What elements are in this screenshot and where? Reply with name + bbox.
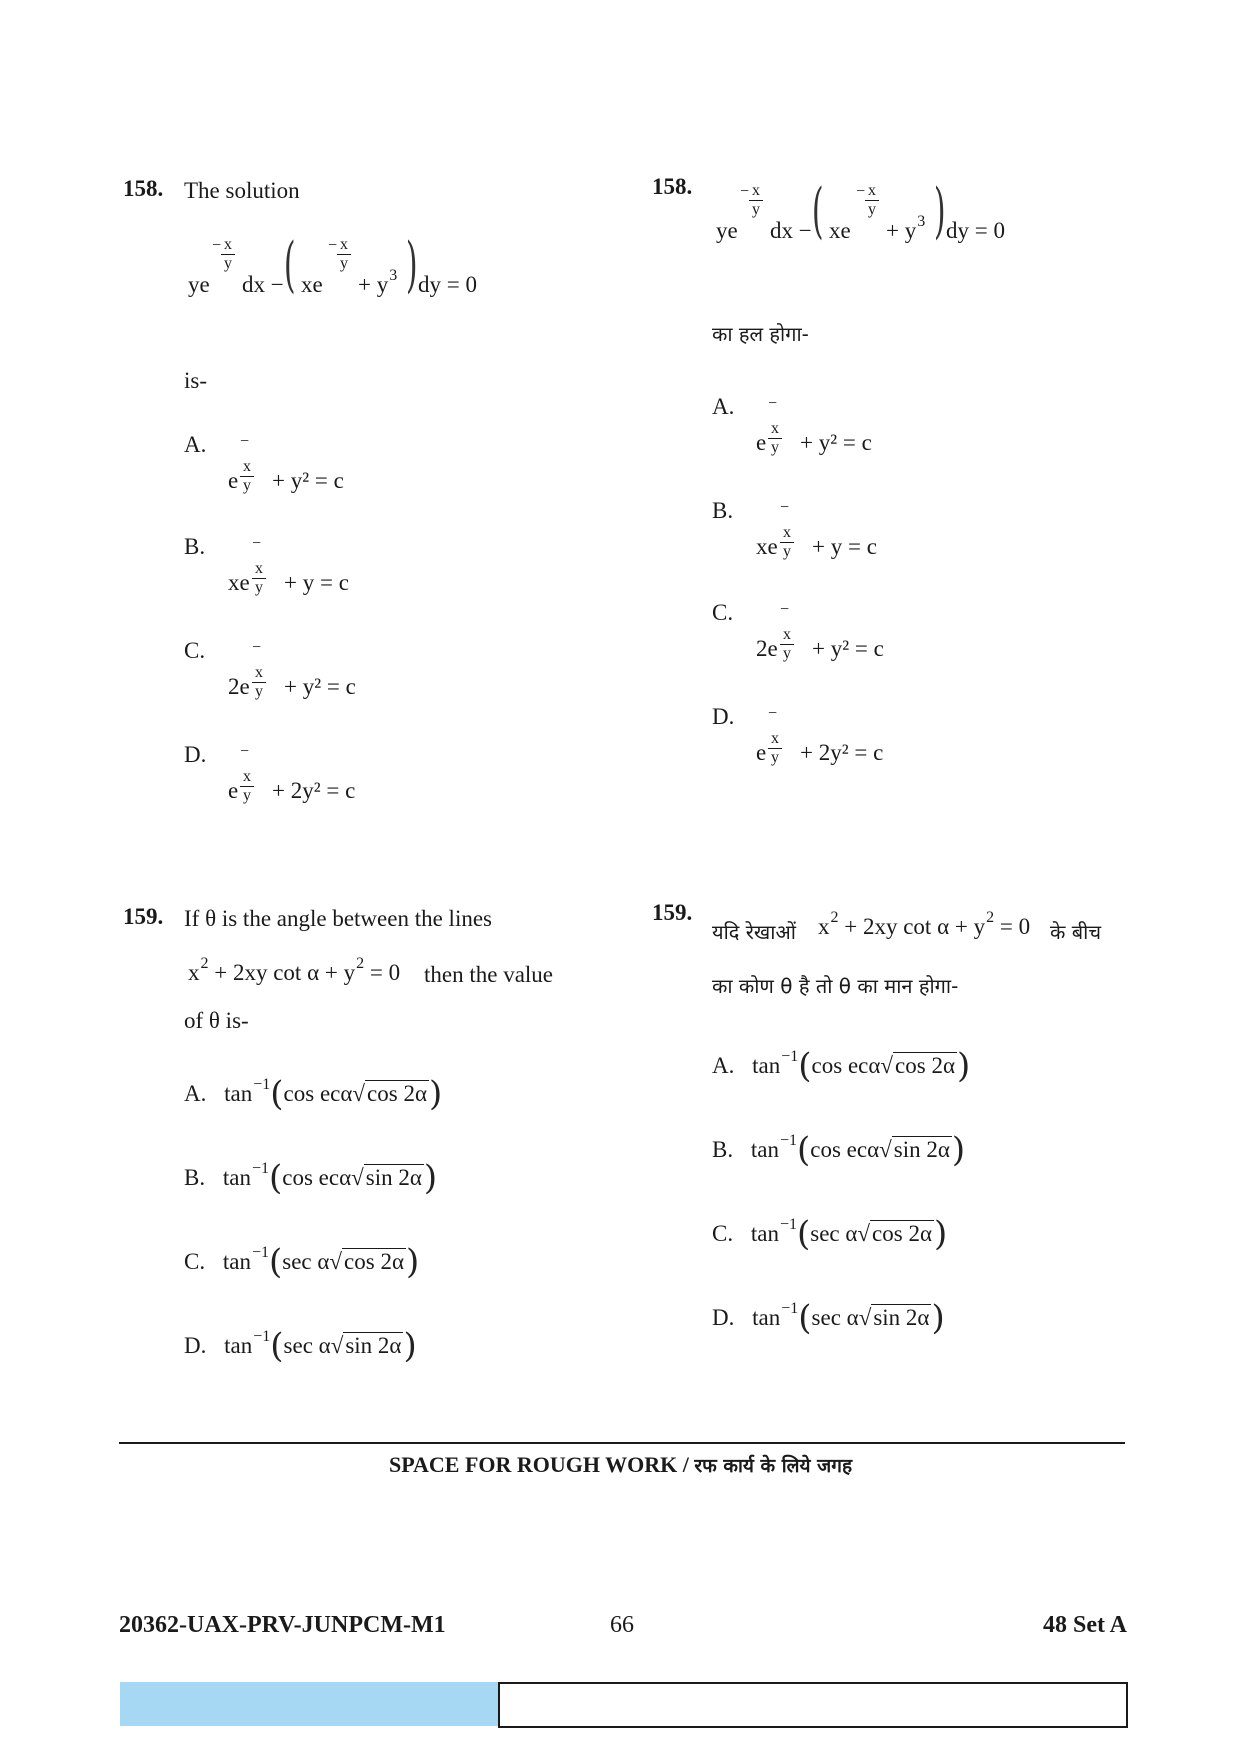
page-number: 66 [610, 1612, 634, 1638]
right-paren: ) [405, 230, 418, 300]
rough-work-title: SPACE FOR ROUGH WORK / रफ कार्य के लिये जगह [388, 1452, 853, 1477]
option-a[interactable]: A. $\tan^{-1}(\cos$ ecα√cos 2α) [712, 1046, 971, 1086]
question-text: The solution [184, 178, 300, 203]
question-number: 159. [123, 904, 164, 929]
question-number: 158. [123, 176, 164, 201]
paper-code: 20362-UAX-PRV-JUNPCM-M1 [119, 1612, 446, 1638]
option-c[interactable]: C. $\tan^{-1}(\sec$ α√cos 2α) [712, 1214, 948, 1254]
left-paren: ( [283, 230, 296, 300]
lines-equation: $x^2 + 2xy$ $\cot \alpha + y^2 = 0$ [188, 955, 401, 985]
option-d[interactable]: D. $\tan^{-1}(\sec$ α√sin 2α) [184, 1326, 417, 1366]
question-text-line1-pre: यदि रेखाओं [712, 920, 796, 944]
question-number: 158. [652, 174, 693, 199]
exam-page: 158. The solution ye − $\frac{x}{y}$ dx − ( xe − $\frac{x}{y}$ + $y^3$ ) dy = 0 is- A. e − $\frac{x}{y}$ + y² = c B. xe − $\frac{x}{y}$ + y = c C. 2e − $\frac{x}{y}$ + y² = c D. e − $\frac{x}{y}$ + 2y² = c 158. ye − $\frac{x}{y}$ dx − ( xe − $\frac{x}{y}$ + $y^3$ ) dy = 0 का हल होगा- A. e − $\frac{x}{y}$ + y² = c B. xe − $\frac{x}{y}$ + y = c C. 2e − $\frac{x}{y}$ + y² = c D. e − $\frac{x}{y}$ + 2y² = c 159. If θ is the angle between the lines $x^2 + 2xy$ $\cot \alpha + y^2 = 0$ then the value of θ is- A. $\tan^{-1}(\cos$ ecα√cos 2α) B. $\tan^{-1}(\cos$ ecα√sin 2α) C. $\tan^{-1}(\sec$ α√cos 2α) D. $\tan^{-1}(\sec$ α√sin 2α) 159. यदि रेखाओं $x^2 + 2xy$ $\cot \alpha + y^2 = 0$ के बीच का कोण θ है तो θ का मान होगा- A. $\tan^{-1}(\cos$ ecα√cos 2α) B. $\tan^{-1}(\cos$ ecα√sin 2α) C. $\tan^{-1}(\sec$ α√cos 2α) D. $\tan^{-1}(\sec$ α√sin 2α) SPACE FOR ROUGH WORK / रफ कार्य के लिये जगह 20362-UAX-PRV-JUNPCM-M1 66 48 Set A [0, 0, 1241, 1754]
question-number: 159. [652, 900, 693, 925]
question-suffix: is- [184, 368, 207, 393]
question-text-line2: then the value [424, 962, 554, 987]
question-text-line3: of θ is- [184, 1008, 249, 1033]
option-a[interactable]: A. $\tan^{-1}(\cos$ ecα√cos 2α) [184, 1074, 443, 1114]
option-b[interactable]: B. $\tan^{-1}(\cos$ ecα√sin 2α) [712, 1130, 966, 1170]
differential-equation: ye − $\frac{x}{y}$ dx − ( xe − $\frac{x}{y}$ + $y^3$ ) dy = 0 [716, 176, 1005, 246]
question-text-line1-post: के बीच [1050, 920, 1102, 944]
differential-equation: ye − $\frac{x}{y}$ dx − ( xe − $\frac{x}{y}$ + $y^3$ ) dy = 0 [188, 230, 477, 300]
lines-equation: $x^2 + 2xy$ $\cot \alpha + y^2 = 0$ [818, 909, 1031, 939]
rough-work-divider [119, 1442, 1125, 1444]
option-b[interactable]: B. $\tan^{-1}(\cos$ ecα√sin 2α) [184, 1158, 438, 1198]
option-d[interactable]: D. $\tan^{-1}(\sec$ α√sin 2α) [712, 1298, 945, 1338]
right-paren: ) [933, 176, 946, 246]
exponent-fraction: − $\frac{x}{y}$ [212, 236, 235, 273]
footer-color-bar [120, 1682, 498, 1726]
question-suffix: का हल होगा- [712, 322, 809, 346]
question-text-line2: का कोण θ है तो θ का मान होगा- [712, 974, 959, 998]
left-paren: ( [811, 176, 824, 246]
question-text-line1: If θ is the angle between the lines [184, 906, 492, 931]
exponent-fraction: − $\frac{x}{y}$ [328, 236, 351, 273]
set-label: 48 Set A [1043, 1612, 1127, 1638]
footer-empty-box [498, 1682, 1128, 1728]
option-c[interactable]: C. $\tan^{-1}(\sec$ α√cos 2α) [184, 1242, 420, 1282]
